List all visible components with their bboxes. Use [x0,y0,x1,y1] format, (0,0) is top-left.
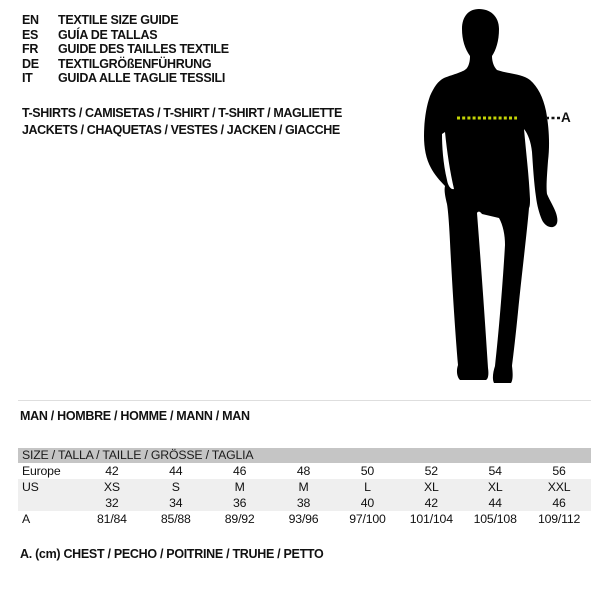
size-cell: 56 [552,464,566,478]
size-cell: 54 [488,464,502,478]
language-code: DE [22,56,39,71]
size-cell: XL [487,480,503,494]
category-jackets: JACKETS / CHAQUETAS / VESTES / JACKEN / GIACCHE [22,123,340,137]
size-cell: M [234,480,245,494]
language-title: GUÍA DE TALLAS [58,27,158,42]
size-cell: 105/108 [473,512,517,526]
size-cell: L [364,480,371,494]
category-tshirts: T-SHIRTS / CAMISETAS / T-SHIRT / T-SHIRT / MAGLIETTE [22,106,342,120]
size-cell: 48 [296,464,311,478]
size-cell: 93/96 [288,512,319,526]
table-row-chest-a [18,511,591,527]
row-label: A [22,512,31,526]
size-cell: 42 [424,496,438,510]
man-silhouette-body [424,9,557,383]
size-cell: 85/88 [160,512,191,526]
language-row [22,42,229,57]
language-row [22,13,229,28]
man-silhouette [395,0,600,400]
language-title: GUIDA ALLE TAGLIE TESSILI [58,71,226,86]
measurement-a-label: A [561,110,571,125]
size-cell: XL [423,480,439,494]
size-cell: 38 [296,496,311,510]
language-title: GUIDE DES TAILLES TEXTILE [58,42,229,57]
size-cell: 97/100 [349,512,386,526]
footnote-chest: A. (cm) CHEST / PECHO / POITRINE / TRUHE / PETTO [20,547,324,561]
language-code: EN [22,13,39,27]
size-cell: S [171,480,180,494]
size-table-header: SIZE / TALLA / TAILLE / GRÖSSE / TAGLIA [18,448,591,463]
size-cell: 109/112 [537,512,581,526]
size-cell: 89/92 [224,512,255,526]
language-code: FR [22,42,39,57]
language-code: ES [22,27,39,42]
language-row [22,71,229,86]
row-label: US [22,480,39,494]
language-title: TEXTILGRÖßENFÜHRUNG [58,56,212,71]
language-row [22,57,229,72]
section-title-man: MAN / HOMBRE / HOMME / MANN / MAN [20,409,250,423]
table-row-us [18,479,591,495]
size-cell: 81/84 [97,512,127,526]
size-cell: 52 [424,464,438,478]
size-cell: 40 [360,496,375,510]
language-row [22,28,229,43]
size-cell: 42 [105,464,119,478]
size-cell: M [298,480,309,494]
row-label [18,495,80,511]
section-divider [18,400,591,401]
size-cell: 46 [552,496,566,510]
size-cell: XXL [547,480,571,494]
size-cell: 101/104 [409,512,453,526]
size-cell: 34 [169,496,183,510]
table-row-us-numeric [18,495,591,511]
size-cell: 44 [169,464,183,478]
language-list [22,13,229,86]
size-cell: 44 [488,496,502,510]
language-title: TEXTILE SIZE GUIDE [58,13,179,27]
size-cell: XS [103,480,120,494]
language-code: IT [22,71,33,86]
size-cell: 32 [105,496,119,510]
row-label: Europe [22,464,61,478]
size-cell: 36 [233,496,247,510]
garment-category-list [22,105,342,139]
size-cell: 46 [233,464,247,478]
size-cell: 50 [360,464,375,478]
table-row-europe [18,463,591,479]
size-table [18,448,591,527]
